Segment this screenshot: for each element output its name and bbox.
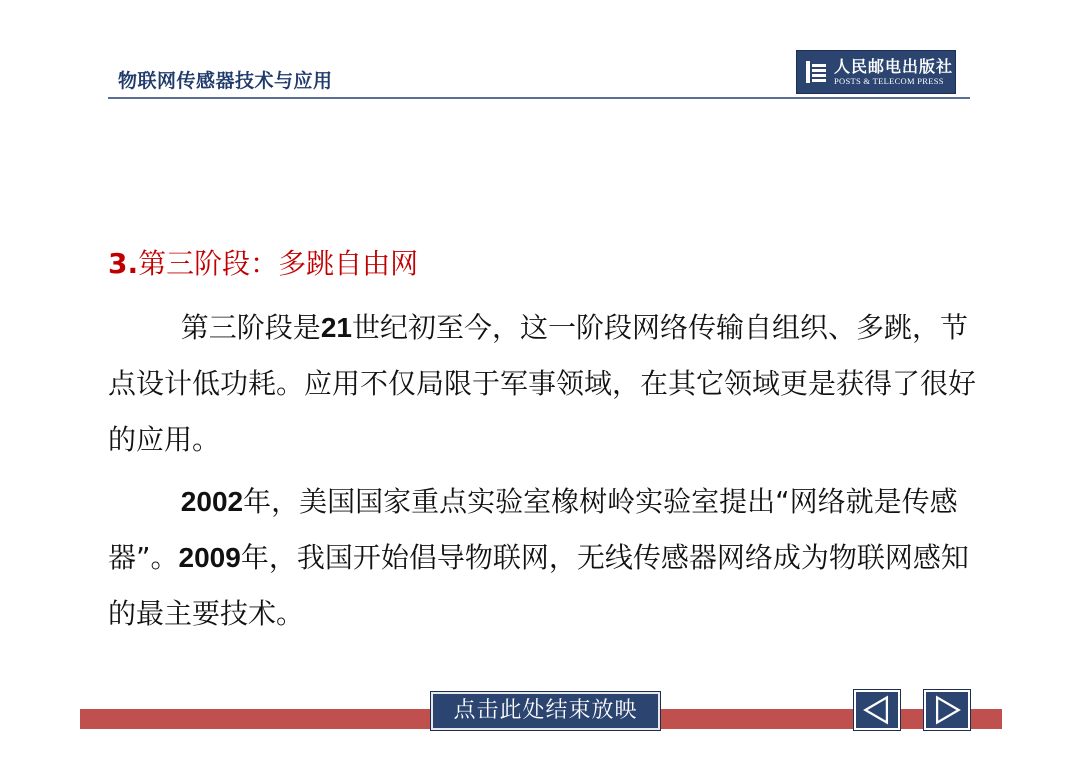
end-show-button[interactable]: 点击此处结束放映: [431, 692, 660, 730]
paragraph-2-year-2009: 2009: [178, 542, 241, 573]
paragraph-1-part-a: 第三阶段是: [180, 311, 321, 344]
paragraph-2: [108, 474, 978, 642]
section-heading: [108, 242, 418, 282]
paragraph-2-part-d: 年，我国开始倡导物联网，无线传感器网络成为物联网感知的最主要技术。: [108, 541, 969, 630]
paragraph-1: [108, 300, 978, 468]
triangle-right-icon: [926, 692, 968, 728]
section-heading-text: 第三阶段：多跳自由网: [138, 247, 419, 280]
header-divider: [108, 97, 970, 99]
paragraph-2-part-b: 年，美国国家重点实验室橡树岭实验室提出“网络就是传感器”。: [108, 485, 958, 574]
publisher-logo-icon: [805, 59, 827, 85]
paragraph-1-century: 21: [320, 312, 352, 343]
next-slide-button[interactable]: [924, 690, 970, 730]
triangle-left-icon: [856, 692, 898, 728]
section-heading-number: 3.: [108, 247, 139, 280]
publisher-logo: [796, 50, 956, 94]
book-title: 物联网传感器技术与应用: [118, 70, 333, 92]
previous-slide-button[interactable]: [854, 690, 900, 730]
publisher-name-en: POSTS & TELECOM PRESS: [834, 75, 944, 86]
paragraph-1-part-c: 世纪初至今，这一阶段网络传输自组织、多跳，节点设计低功耗。应用不仅局限于军事领域，在其它领域更是获得了很好的应用。: [108, 311, 977, 456]
publisher-name-cn: 人民邮电出版社: [834, 56, 954, 76]
paragraph-2-year-2002: 2002: [180, 486, 244, 517]
